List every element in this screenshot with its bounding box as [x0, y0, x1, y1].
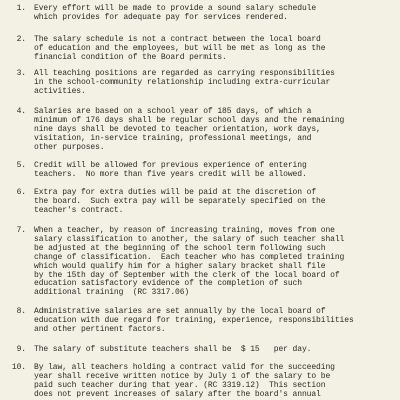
- item-line: visitation, in-service training, professional meetings, and: [34, 133, 312, 143]
- item-line: financial condition of the Board permits.: [34, 52, 227, 62]
- item-line: of education and the employees, but will be met as long as the: [34, 43, 326, 53]
- item-line: does not prevent increases of salary after the board's annual: [34, 389, 321, 399]
- item-text: [34, 346, 400, 355]
- item-line: other purposes.: [34, 142, 105, 152]
- item-number: 5.: [16, 161, 26, 170]
- item-line: Administrative salaries are set annually by the local board of: [34, 307, 326, 316]
- item-line: The salary of substitute teachers shall be $ 15 per day.: [34, 345, 312, 354]
- item-line: minimum of 176 days shall be regular school days and the remaining: [34, 115, 345, 125]
- item-line: be adjusted at the beginning of the school term following such: [34, 243, 326, 253]
- item-line: additional training (RC 3317.06): [34, 288, 190, 298]
- item-number: 9.: [16, 345, 26, 354]
- item-line: education satisfactory evidence of the completion of such: [34, 279, 302, 289]
- item-text: [34, 227, 400, 298]
- item-text: [34, 108, 400, 153]
- item-line: teacher's contract.: [34, 205, 124, 215]
- item-line: the board. Such extra pay will be separately specified on the: [34, 196, 326, 206]
- item-number: 1.: [16, 4, 26, 13]
- item-line: year shall receive written notice by July 1 of the salary to be: [34, 371, 331, 381]
- item-line: All teaching positions are regarded as carrying responsibilities: [34, 69, 335, 78]
- item-text: [34, 70, 400, 97]
- item-number: 10.: [11, 363, 26, 372]
- item-line: nine days shall be devoted to teacher orientation, work days,: [34, 124, 321, 134]
- item-line: By law, all teachers holding a contract valid for the succeeding: [34, 363, 335, 372]
- item-line: change of classification. Each teacher who has completed training: [34, 252, 345, 262]
- item-text: [34, 162, 400, 180]
- item-number: 4.: [16, 107, 26, 116]
- item-line: paid such teacher during that year. (RC 3319.12) This section: [34, 380, 326, 390]
- item-line: in the school-community relationship including extra-curricular: [34, 77, 331, 87]
- item-line: Credit will be allowed for previous experience of entering: [34, 161, 307, 170]
- item-line: by the 15th day of September with the clerk of the local board of: [34, 270, 340, 280]
- item-text: [34, 189, 400, 216]
- item-number: 7.: [16, 226, 26, 235]
- item-line: education with due regard for training, experience, responsibilities: [34, 315, 354, 325]
- item-number: 6.: [16, 188, 26, 197]
- item-line: Salaries are based on a school year of 185 days, of which a: [34, 107, 312, 116]
- item-line: When a teacher, by reason of increasing training, moves from one: [34, 226, 335, 235]
- item-text: [34, 36, 400, 63]
- item-line: Extra pay for extra duties will be paid at the discretion of: [34, 188, 317, 197]
- item-number: 3.: [16, 69, 26, 78]
- item-line: The salary schedule is not a contract between the local board: [34, 35, 321, 44]
- item-line: activities.: [34, 86, 86, 96]
- item-text: [34, 308, 400, 335]
- item-text: [34, 364, 400, 400]
- item-number: 2.: [16, 35, 26, 44]
- item-number: 8.: [16, 307, 26, 316]
- item-line: which provides for adequate pay for services rendered.: [34, 12, 288, 22]
- item-line: Every effort will be made to provide a sound salary schedule: [34, 4, 317, 13]
- item-line: which would qualify him for a higher salary bracket shall file: [34, 261, 326, 271]
- item-text: [34, 5, 400, 23]
- item-line: teachers. No more than five years credit will be allowed.: [34, 169, 307, 179]
- item-line: salary classification to another, the salary of such teacher shall: [34, 234, 345, 244]
- item-line: and other pertinent factors.: [34, 324, 166, 334]
